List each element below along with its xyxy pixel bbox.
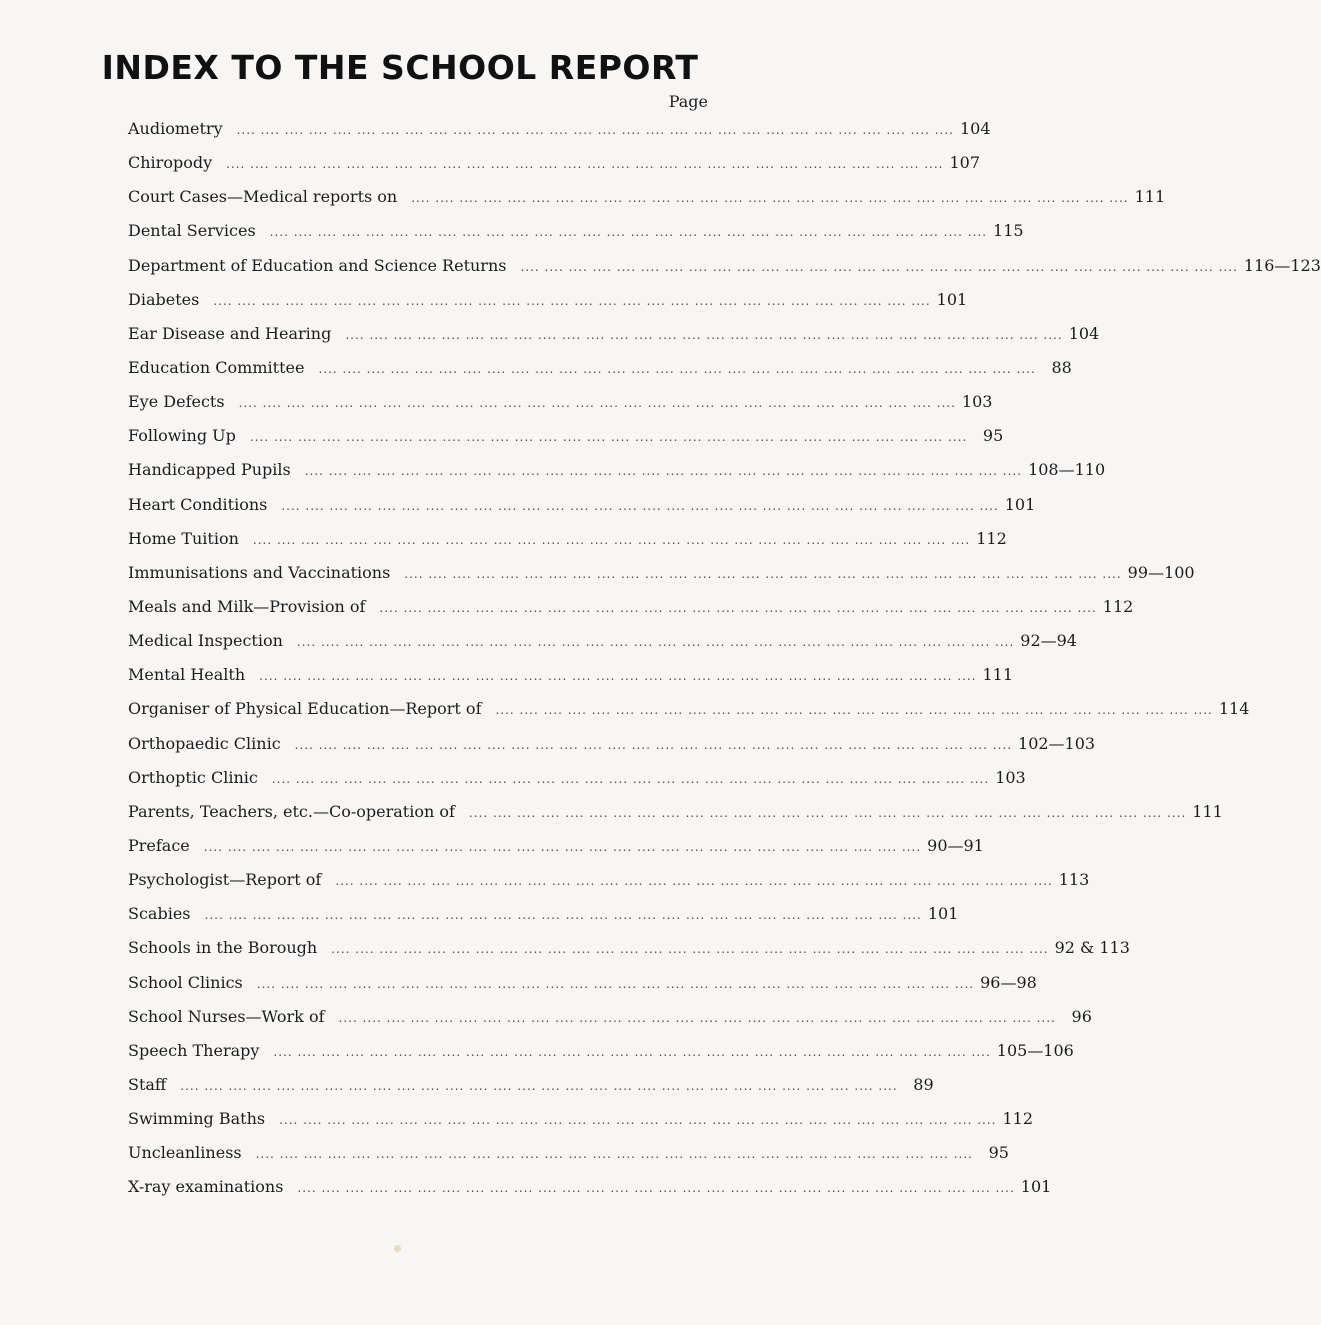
index-entry (128, 419, 1004, 453)
index-entry (128, 1068, 934, 1102)
entry-label: Chiropody (128, 153, 213, 173)
page-title: INDEX TO THE SCHOOL REPORT (101, 48, 699, 87)
index-entry (128, 522, 1007, 556)
index-entry (128, 795, 1223, 829)
index-entry (128, 692, 1250, 726)
index-entry (128, 761, 1026, 795)
entry-page-numbers: 96—98 (980, 972, 1037, 992)
dot-leader: .... .... .... .... .... .... .... .... .... .... .... .... .... .... .... .... .... .... .... .... .... .... .... .... .... .... .... .... .... .... (379, 600, 1097, 615)
index-entry (128, 966, 1037, 1000)
entry-page-numbers: 107 (949, 153, 981, 173)
entry-label: Meals and Milk—Provision of (128, 596, 366, 616)
entry-page-numbers: 116—123 (1243, 255, 1321, 275)
index-entry (128, 385, 993, 419)
entry-page-numbers: 99—100 (1127, 562, 1195, 582)
entry-label: Diabetes (128, 289, 200, 309)
index-entry (128, 897, 959, 931)
index-entry (128, 1170, 1052, 1204)
entry-page-numbers: 101 (1004, 494, 1036, 514)
index-entry (128, 146, 981, 180)
dot-leader: .... .... .... .... .... .... .... .... .... .... .... .... .... .... .... .... .... .... .... .... .... .... .... .... .... .... .... .... .... .... (180, 1078, 898, 1093)
dot-leader: .... .... .... .... .... .... .... .... .... .... .... .... .... .... .... .... .... .... .... .... .... .... .... .... .... .... .... .... .... .... (345, 327, 1063, 342)
dot-leader: .... .... .... .... .... .... .... .... .... .... .... .... .... .... .... .... .... .... .... .... .... .... .... .... .... .... .... .... .... .... (273, 1044, 991, 1059)
entry-page-numbers: 113 (1058, 870, 1090, 890)
entry-label: Parents, Teachers, etc.—Co-operation of (128, 801, 455, 821)
paper-speck (394, 1245, 401, 1252)
entry-page-numbers: 92—94 (1020, 631, 1077, 651)
dot-leader: .... .... .... .... .... .... .... .... .... .... .... .... .... .... .... .... .... .... .... .... .... .... .... .... .... .... .... .... .... .... (249, 430, 968, 445)
entry-label: Scabies (128, 904, 191, 924)
entry-label: Uncleanliness (128, 1143, 242, 1163)
entry-page-numbers: 111 (1192, 801, 1223, 821)
entry-label: Dental Services (128, 221, 256, 241)
entry-label: Education Committee (128, 357, 305, 377)
entry-page-numbers: 111 (982, 665, 1014, 685)
dot-leader: .... .... .... .... .... .... .... .... .... .... .... .... .... .... .... .... .... .... .... .... .... .... .... .... .... .... .... .... .... .... (404, 566, 1122, 581)
entry-label: Eye Defects (128, 392, 225, 412)
entry-label: Swimming Baths (128, 1109, 266, 1129)
dot-leader: .... .... .... .... .... .... .... .... .... .... .... .... .... .... .... .... .... .... .... .... .... .... .... .... .... .... .... .... .... .... (213, 293, 931, 308)
index-entry (128, 863, 1090, 897)
entry-page-numbers: 112 (1102, 596, 1134, 616)
page-column-header: Page (668, 92, 708, 111)
entry-label: Organiser of Physical Education—Report of (128, 699, 482, 719)
dot-leader: .... .... .... .... .... .... .... .... .... .... .... .... .... .... .... .... .... .... .... .... .... .... .... .... .... .... .... .... .... .... (468, 805, 1187, 820)
entry-label: Home Tuition (128, 528, 239, 548)
entry-page-numbers: 114 (1218, 699, 1250, 719)
entry-label: Medical Inspection (128, 631, 283, 651)
index-entry (128, 829, 984, 863)
dot-leader: .... .... .... .... .... .... .... .... .... .... .... .... .... .... .... .... .... .... .... .... .... .... .... .... .... .... .... .... .... .... (335, 874, 1053, 889)
entry-label: Staff (128, 1074, 167, 1094)
dot-leader: .... .... .... .... .... .... .... .... .... .... .... .... .... .... .... .... .... .... .... .... .... .... .... .... .... .... .... .... .... .... (256, 976, 975, 991)
index-entry (128, 931, 1130, 965)
dot-leader: .... .... .... .... .... .... .... .... .... .... .... .... .... .... .... .... .... .... .... .... .... .... .... .... .... .... .... .... .... .... (279, 1113, 997, 1128)
entry-label: Heart Conditions (128, 494, 268, 514)
entry-label: Mental Health (128, 665, 246, 685)
entry-page-numbers: 103 (961, 392, 993, 412)
entry-label: Audiometry (128, 119, 223, 138)
index-entry (128, 214, 1024, 248)
dot-leader: .... .... .... .... .... .... .... .... .... .... .... .... .... .... .... .... .... .... .... .... .... .... .... .... .... .... .... .... .... .... (204, 908, 922, 923)
dot-leader: .... .... .... .... .... .... .... .... .... .... .... .... .... .... .... .... .... .... .... .... .... .... .... .... .... .... .... .... .... .... (411, 191, 1129, 206)
entry-page-numbers: 112 (976, 528, 1007, 548)
dot-leader: .... .... .... .... .... .... .... .... .... .... .... .... .... .... .... .... .... .... .... .... .... .... .... .... .... .... .... .... .... .... (520, 259, 1238, 274)
dot-leader: .... .... .... .... .... .... .... .... .... .... .... .... .... .... .... .... .... .... .... .... .... .... .... .... .... .... .... .... .... .... (226, 157, 944, 172)
dot-leader: .... .... .... .... .... .... .... .... .... .... .... .... .... .... .... .... .... .... .... .... .... .... .... .... .... .... .... .... .... .... (318, 361, 1036, 376)
entry-label: Department of Education and Science Returns (128, 255, 507, 275)
dot-leader: .... .... .... .... .... .... .... .... .... .... .... .... .... .... .... .... .... .... .... .... .... .... .... .... .... .... .... .... .... .... (252, 532, 971, 547)
entry-page-numbers: 101 (1020, 1177, 1052, 1197)
dot-leader: .... .... .... .... .... .... .... .... .... .... .... .... .... .... .... .... .... .... .... .... .... .... .... .... .... .... .... .... .... .... (236, 123, 954, 137)
entry-label: Orthoptic Clinic (128, 767, 258, 787)
entry-page-numbers: 96 (1071, 1006, 1092, 1026)
dot-leader: .... .... .... .... .... .... .... .... .... .... .... .... .... .... .... .... .... .... .... .... .... .... .... .... .... .... .... .... .... .... (271, 771, 990, 786)
entry-page-numbers: 89 (913, 1074, 934, 1094)
entry-page-numbers: 115 (993, 221, 1024, 241)
entry-label: Immunisations and Vaccinations (128, 562, 391, 582)
dot-leader: .... .... .... .... .... .... .... .... .... .... .... .... .... .... .... .... .... .... .... .... .... .... .... .... .... .... .... .... .... .... (294, 737, 1013, 752)
dot-leader: .... .... .... .... .... .... .... .... .... .... .... .... .... .... .... .... .... .... .... .... .... .... .... .... .... .... .... .... .... .... (269, 225, 988, 240)
dot-leader: .... .... .... .... .... .... .... .... .... .... .... .... .... .... .... .... .... .... .... .... .... .... .... .... .... .... .... .... .... .... (238, 396, 956, 411)
entry-label: Orthopaedic Clinic (128, 733, 281, 753)
index-entry (128, 1034, 1074, 1068)
index-entry (128, 727, 1096, 761)
index-entry (128, 112, 991, 146)
dot-leader: .... .... .... .... .... .... .... .... .... .... .... .... .... .... .... .... .... .... .... .... .... .... .... .... .... .... .... .... .... .... (297, 1181, 1015, 1196)
entry-page-numbers: 111 (1134, 187, 1166, 207)
index-entry (128, 249, 1321, 283)
index-entry (128, 351, 1072, 385)
entry-page-numbers: 95 (982, 426, 1004, 446)
dot-leader: .... .... .... .... .... .... .... .... .... .... .... .... .... .... .... .... .... .... .... .... .... .... .... .... .... .... .... .... .... .... (281, 498, 999, 513)
index-entry (128, 1136, 1009, 1170)
entry-label: Preface (128, 835, 190, 855)
entry-page-numbers: 95 (988, 1143, 1009, 1163)
entry-page-numbers: 104 (959, 119, 991, 138)
entry-page-numbers: 102—103 (1018, 733, 1096, 753)
entry-label: School Clinics (128, 972, 243, 992)
entry-page-numbers: 88 (1051, 357, 1072, 377)
dot-leader: .... .... .... .... .... .... .... .... .... .... .... .... .... .... .... .... .... .... .... .... .... .... .... .... .... .... .... .... .... .... (296, 635, 1015, 650)
dot-leader: .... .... .... .... .... .... .... .... .... .... .... .... .... .... .... .... .... .... .... .... .... .... .... .... .... .... .... .... .... .... (338, 1010, 1056, 1025)
index-entry (128, 590, 1134, 624)
entry-page-numbers: 108—110 (1028, 460, 1106, 480)
index-entry (128, 1102, 1034, 1136)
dot-leader: .... .... .... .... .... .... .... .... .... .... .... .... .... .... .... .... .... .... .... .... .... .... .... .... .... .... .... .... .... .... (203, 839, 922, 854)
dot-leader: .... .... .... .... .... .... .... .... .... .... .... .... .... .... .... .... .... .... .... .... .... .... .... .... .... .... .... .... .... .... (331, 942, 1049, 957)
entry-page-numbers: 104 (1068, 323, 1100, 343)
index-entry (128, 180, 1166, 214)
entry-label: Psychologist—Report of (128, 870, 322, 890)
index-entry (128, 658, 1014, 692)
index-entry (128, 488, 1036, 522)
entry-page-numbers: 101 (927, 904, 959, 924)
entry-label: Court Cases—Medical reports on (128, 187, 398, 207)
entry-page-numbers: 103 (995, 767, 1026, 787)
entry-page-numbers: 92 & 113 (1054, 938, 1130, 958)
index-entry (128, 556, 1195, 590)
index-list (128, 112, 1321, 1205)
entry-label: Schools in the Borough (128, 938, 318, 958)
entry-label: School Nurses—Work of (128, 1006, 325, 1026)
entry-label: Following Up (128, 426, 236, 446)
index-entry (128, 624, 1077, 658)
entry-page-numbers: 101 (936, 289, 968, 309)
index-entry (128, 1000, 1092, 1034)
entry-label: Handicapped Pupils (128, 460, 291, 480)
entry-label: Ear Disease and Hearing (128, 323, 332, 343)
entry-label: Speech Therapy (128, 1040, 260, 1060)
entry-page-numbers: 90—91 (927, 835, 984, 855)
dot-leader: .... .... .... .... .... .... .... .... .... .... .... .... .... .... .... .... .... .... .... .... .... .... .... .... .... .... .... .... .... .... (259, 669, 977, 684)
dot-leader: .... .... .... .... .... .... .... .... .... .... .... .... .... .... .... .... .... .... .... .... .... .... .... .... .... .... .... .... .... .... (495, 703, 1213, 718)
index-entry (128, 283, 968, 317)
entry-page-numbers: 112 (1002, 1109, 1034, 1129)
index-entry (128, 317, 1100, 351)
entry-label: X-ray examinations (128, 1177, 284, 1197)
entry-page-numbers: 105—106 (996, 1040, 1074, 1060)
dot-leader: .... .... .... .... .... .... .... .... .... .... .... .... .... .... .... .... .... .... .... .... .... .... .... .... .... .... .... .... .... .... (255, 1147, 973, 1162)
index-entry (128, 453, 1106, 487)
dot-leader: .... .... .... .... .... .... .... .... .... .... .... .... .... .... .... .... .... .... .... .... .... .... .... .... .... .... .... .... .... .... (304, 464, 1023, 479)
